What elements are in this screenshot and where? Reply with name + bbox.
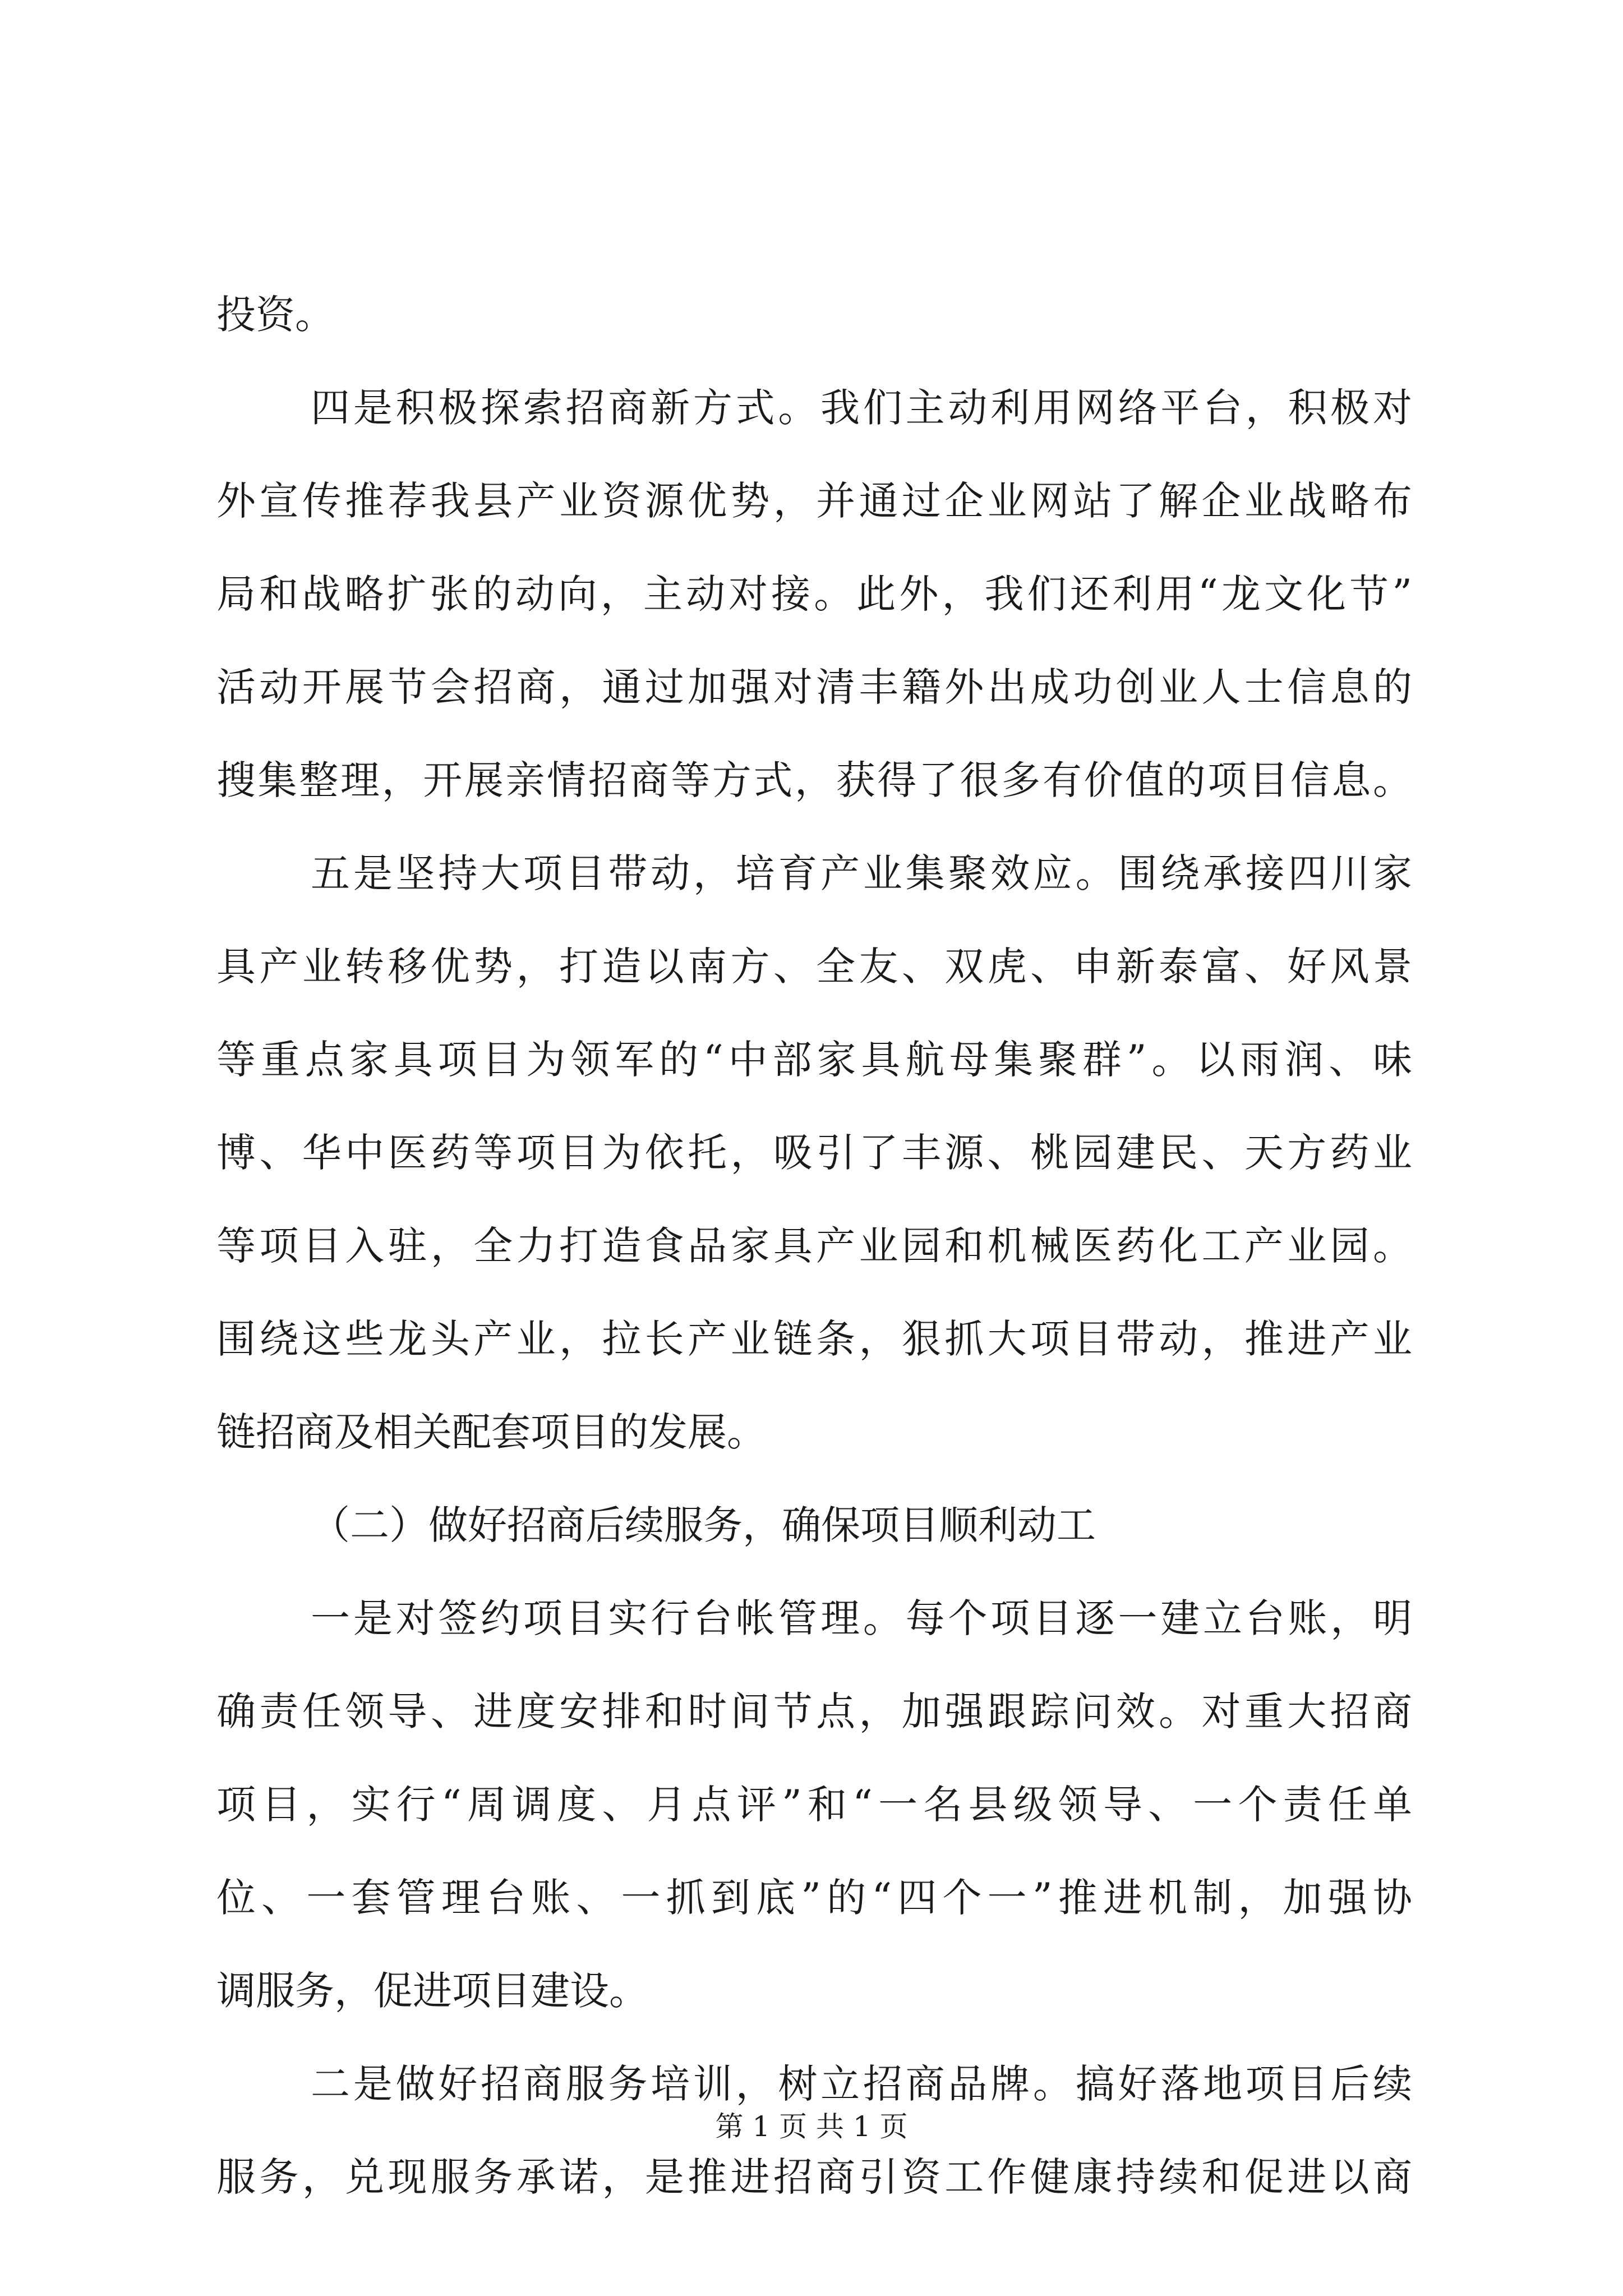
paragraph-line: 搜集整理，开展亲情招商等方式，获得了很多有价值的项目信息。: [216, 757, 1412, 803]
document-body: [216, 268, 1412, 2224]
page-number-footer: 第 1 页 共 1 页: [715, 2110, 908, 2143]
paragraph-line: 具产业转移优势，打造以南方、全友、双虎、申新泰富、好风景: [216, 944, 1412, 990]
paragraph-line: 链招商及相关配套项目的发展。: [216, 1409, 766, 1455]
paragraph-line: 博、华中医药等项目为依托，吸引了丰源、桃园建民、天方药业: [216, 1130, 1412, 1176]
paragraph-line: 项目，实行“周调度、月点评”和“一名县级领导、一个责任单: [216, 1782, 1412, 1828]
section-heading: （二）做好招商后续服务，确保项目顺利动工: [311, 1502, 1096, 1548]
paragraph-line: 二是做好招商服务培训，树立招商品牌。搞好落地项目后续: [311, 2061, 1412, 2107]
paragraph-line: 投资。: [216, 292, 334, 338]
paragraph-line: 四是积极探索招商新方式。我们主动利用网络平台，积极对: [311, 385, 1412, 431]
paragraph-line: 位、一套管理台账、一抓到底”的“四个一”推进机制，加强协: [216, 1875, 1412, 1921]
paragraph-line: 活动开展节会招商，通过加强对清丰籍外出成功创业人士信息的: [216, 664, 1412, 710]
paragraph-line: 局和战略扩张的动向，主动对接。此外，我们还利用“龙文化节”: [216, 571, 1412, 617]
paragraph-line: 调服务，促进项目建设。: [216, 1968, 648, 2014]
paragraph-line: 确责任领导、进度安排和时间节点，加强跟踪问效。对重大招商: [216, 1688, 1412, 1734]
paragraph-line: 服务，兑现服务承诺，是推进招商引资工作健康持续和促进以商: [216, 2154, 1412, 2200]
paragraph-line: 五是坚持大项目带动，培育产业集聚效应。围绕承接四川家: [311, 850, 1412, 896]
paragraph-line: 等重点家具项目为领军的“中部家具航母集聚群”。以雨润、味: [216, 1037, 1412, 1083]
paragraph-line: 外宣传推荐我县产业资源优势，并通过企业网站了解企业战略布: [216, 478, 1412, 524]
paragraph-line: 围绕这些龙头产业，拉长产业链条，狠抓大项目带动，推进产业: [216, 1316, 1412, 1362]
paragraph-line: 一是对签约项目实行台帐管理。每个项目逐一建立台账，明: [311, 1595, 1412, 1641]
paragraph-line: 等项目入驻，全力打造食品家具产业园和机械医药化工产业园。: [216, 1223, 1412, 1269]
